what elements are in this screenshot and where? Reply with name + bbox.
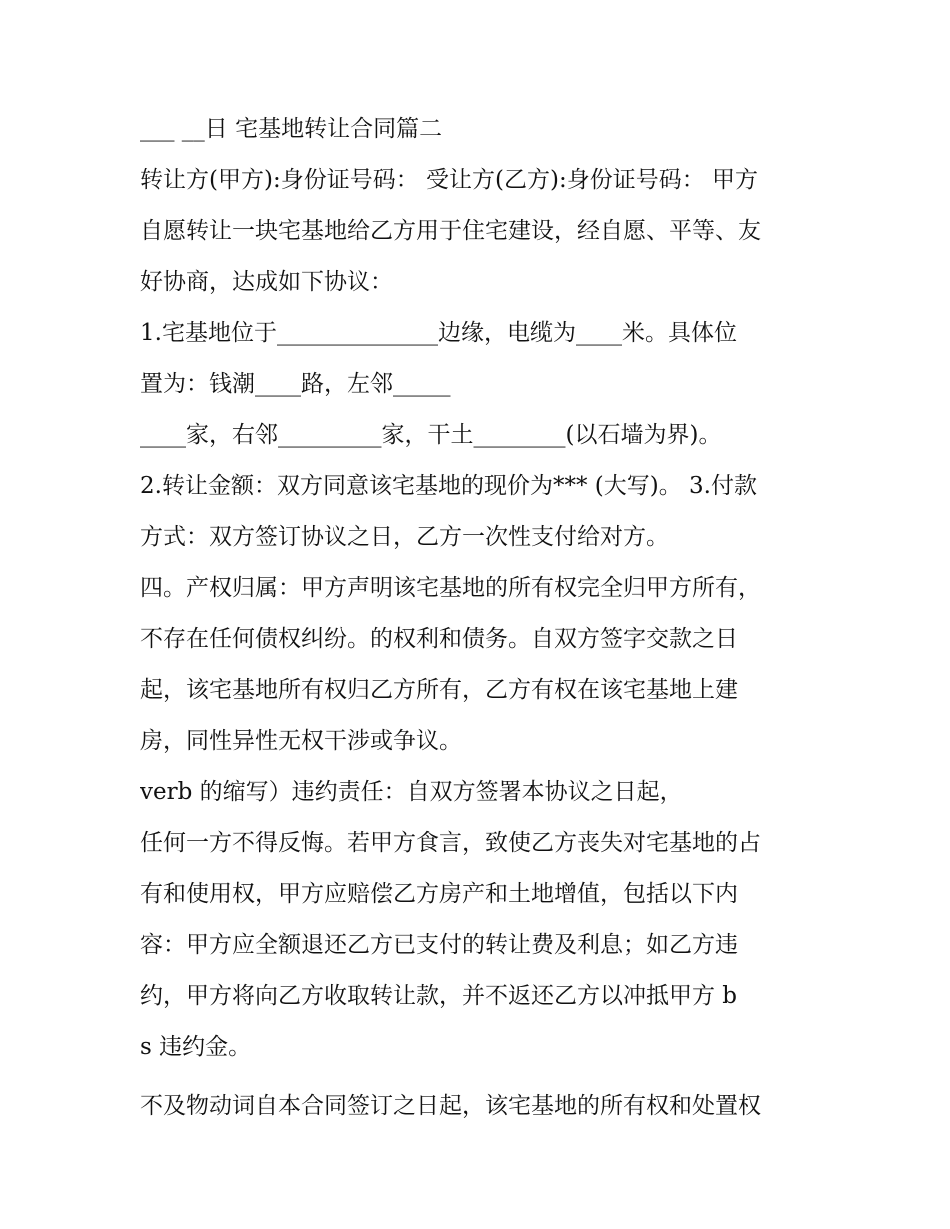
text-line: ____家，右邻_________家，干土________(以石墙为界)。: [140, 422, 722, 448]
text-line: 不存在任何债权纠纷。的权利和债务。自双方签字交款之日: [140, 626, 738, 652]
text-line-title: ___ __日 宅基地转让合同篇二: [140, 116, 443, 142]
text-line: 容：甲方应全额退还乙方已支付的转让费及利息；如乙方违: [140, 932, 738, 958]
text-line: 有和使用权，甲方应赔偿乙方房产和土地增值，包括以下内: [140, 881, 738, 907]
text-line: 转让方(甲方):身份证号码： 受让方(乙方):身份证号码： 甲方: [140, 167, 759, 193]
text-line: 方式：双方签订协议之日，乙方一次性支付给对方。: [140, 524, 669, 550]
text-line: s 违约金。: [140, 1034, 252, 1060]
text-line: 约，甲方将向乙方收取转让款，并不返还乙方以冲抵甲方 b: [140, 983, 738, 1009]
text-line: 好协商，达成如下协议：: [140, 269, 393, 295]
contract-body: [140, 104, 820, 1132]
text-line: 2.转让金额：双方同意该宅基地的现价为*** (大写)。 3.付款: [140, 473, 757, 499]
text-line: verb 的缩写）违约责任：自双方签署本协议之日起，: [140, 779, 683, 805]
text-line: 房，同性异性无权干涉或争议。: [140, 728, 462, 754]
text-line: 1.宅基地位于______________边缘，电缆为____米。具体位: [140, 320, 737, 346]
text-line: 任何一方不得反悔。若甲方食言，致使乙方丧失对宅基地的占: [140, 830, 761, 856]
text-line: 不及物动词自本合同签订之日起，该宅基地的所有权和处置权: [140, 1093, 761, 1119]
text-line: 起，该宅基地所有权归乙方所有，乙方有权在该宅基地上建: [140, 677, 738, 703]
text-line: 自愿转让一块宅基地给乙方用于住宅建设，经自愿、平等、友: [140, 218, 761, 244]
text-line: 四。产权归属：甲方声明该宅基地的所有权完全归甲方所有，: [140, 575, 761, 601]
text-line: 置为：钱潮____路，左邻_____: [140, 371, 451, 397]
